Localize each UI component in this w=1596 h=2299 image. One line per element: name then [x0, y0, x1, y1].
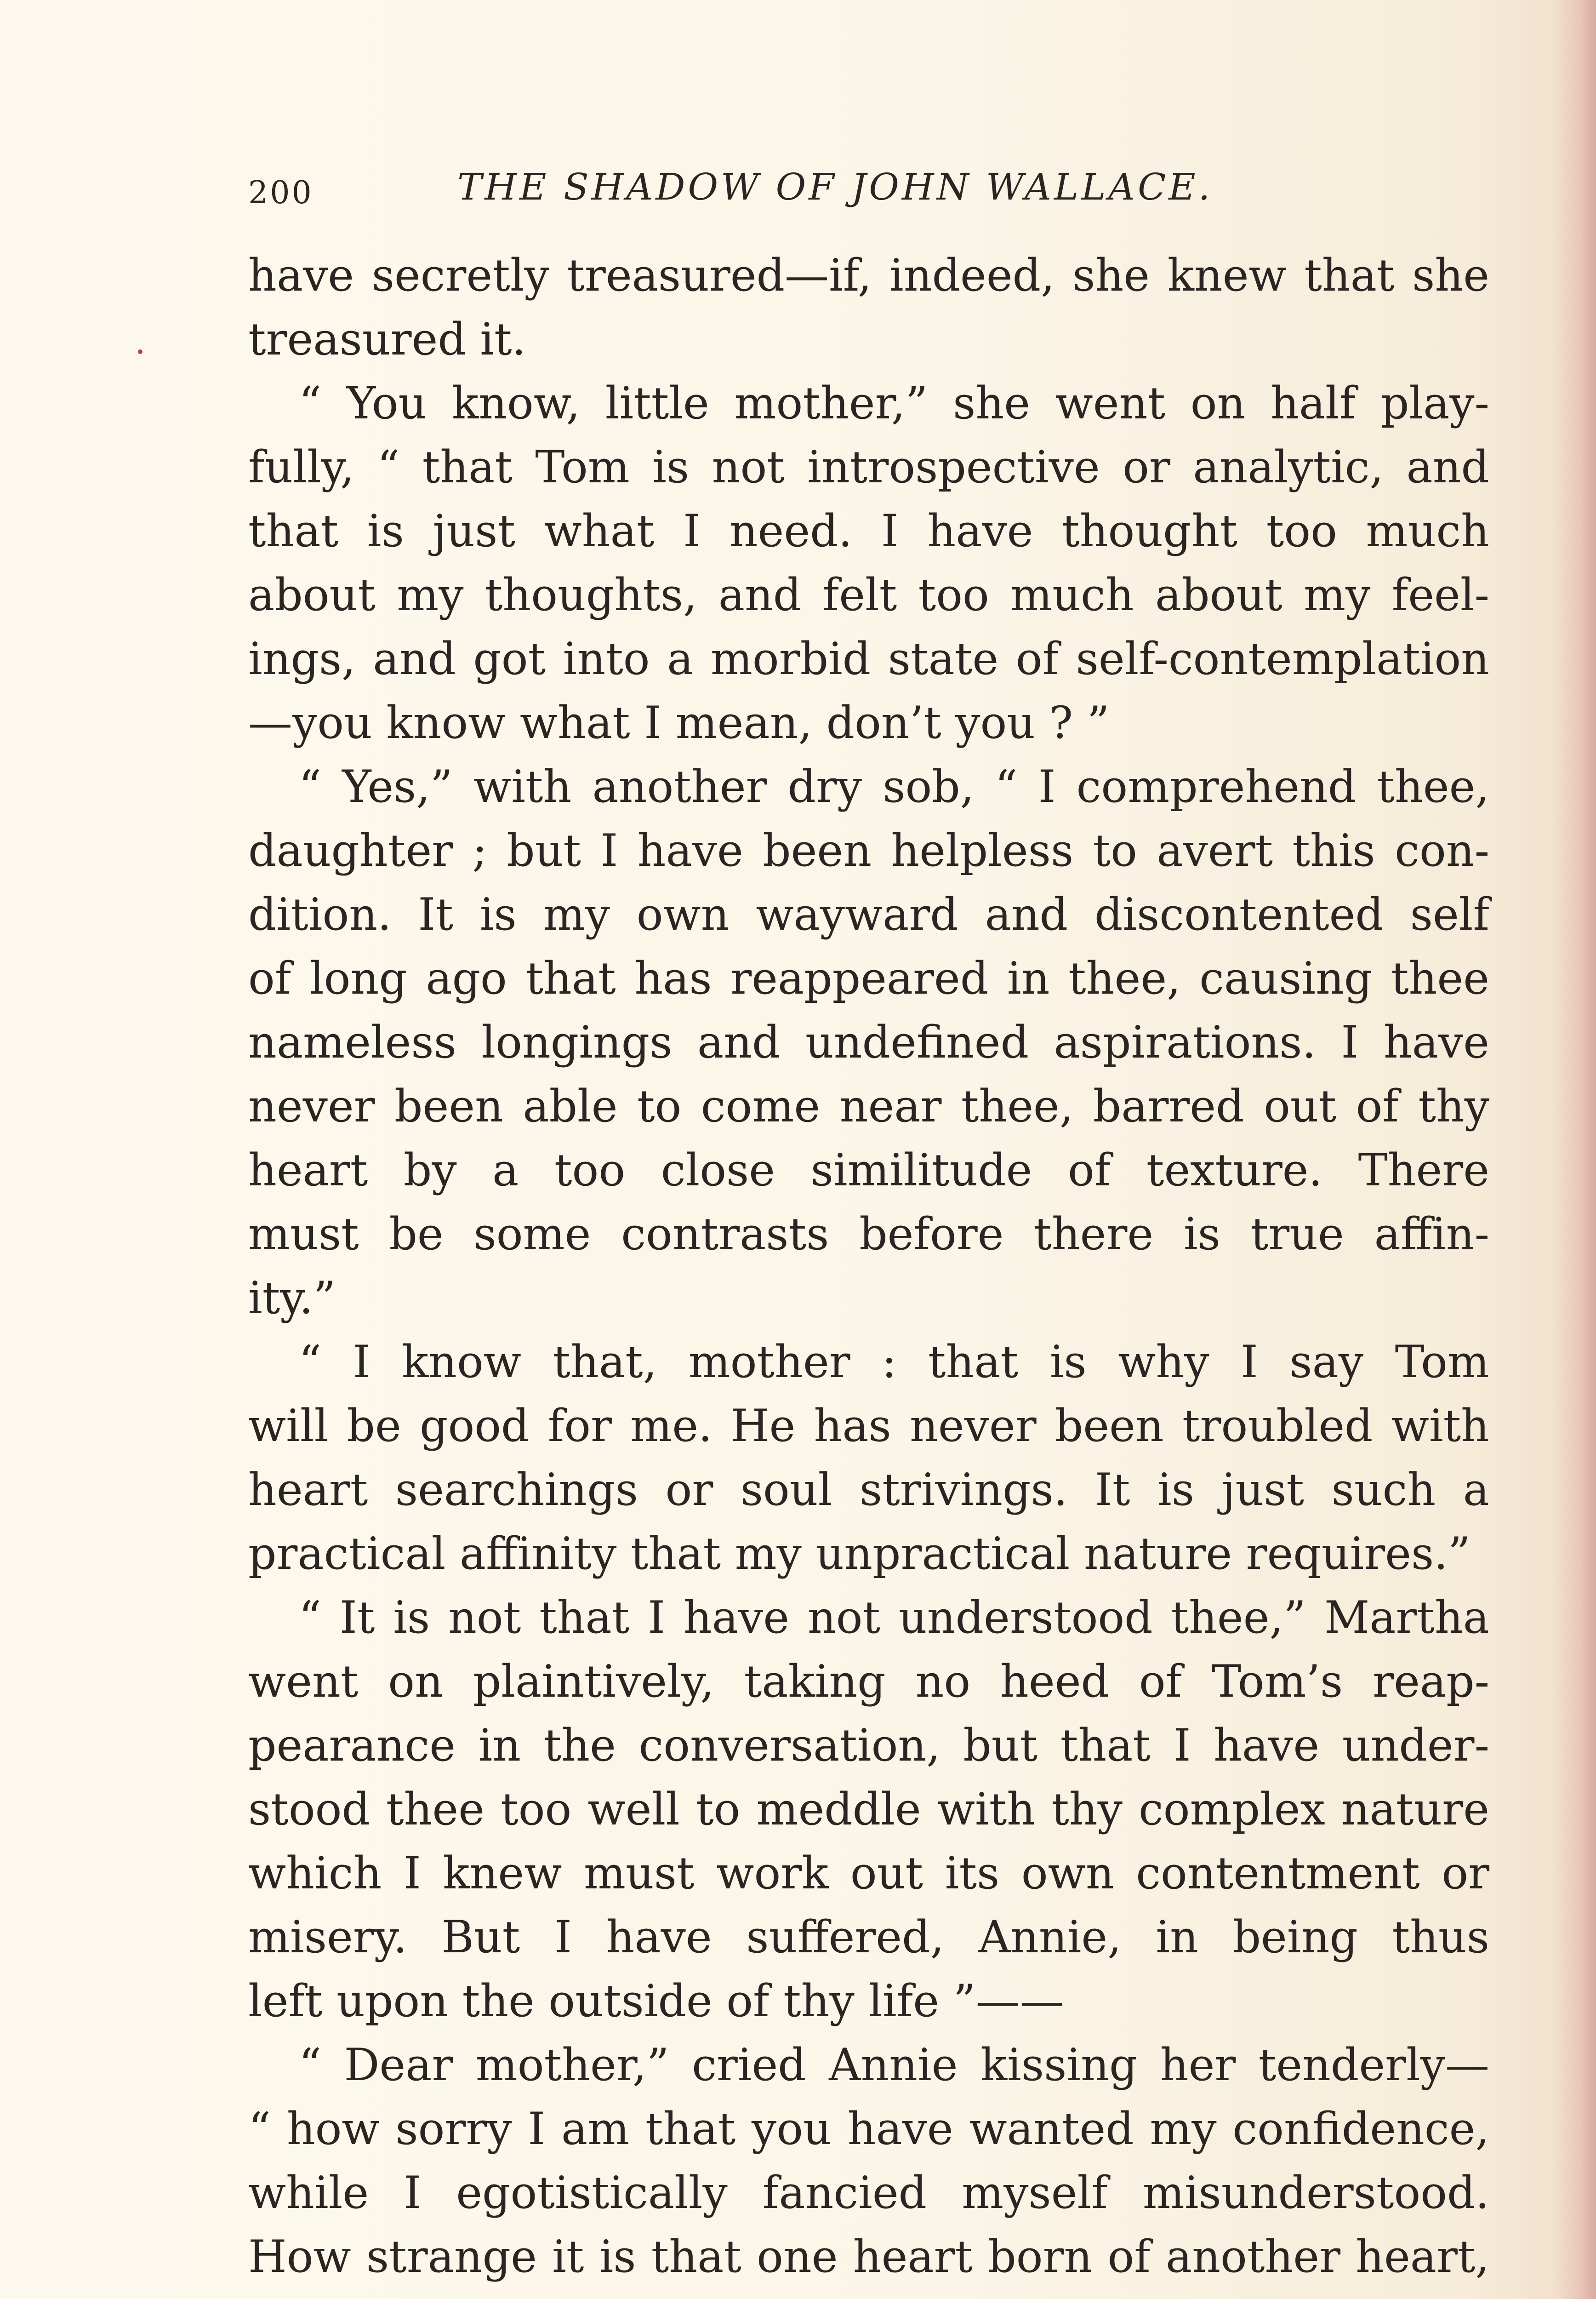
page-header: [248, 161, 1260, 216]
text-line: went on plaintively, taking no heed of Tom’s reap-: [248, 1656, 1489, 1707]
text-line: never been able to come near thee, barred out of thy: [248, 1081, 1489, 1132]
text-line: treasured it.: [248, 314, 526, 365]
text-line: “ Dear mother,” cried Annie kissing her tenderly—: [299, 2039, 1489, 2091]
text-line: about my thoughts, and felt too much about my feel-: [248, 569, 1489, 621]
page-number: 200: [248, 175, 314, 211]
text-line: “ how sorry I am that you have wanted my confidence,: [248, 2103, 1489, 2155]
text-line: practical affinity that my unpractical nature requires.”: [248, 1528, 1471, 1579]
text-line: have secretly treasured—if, indeed, she knew that she: [248, 250, 1489, 301]
text-line: “ It is not that I have not understood thee,” Martha: [299, 1592, 1489, 1643]
text-line: of long ago that has reappeared in thee, causing thee: [248, 953, 1489, 1004]
text-line: must be some contrasts before there is true affin-: [248, 1208, 1489, 1260]
text-line: while I egotistically fancied myself misunderstood.: [248, 2167, 1489, 2219]
text-line: “ I know that, mother : that is why I say Tom: [299, 1336, 1489, 1388]
stray-ink-mark: [138, 349, 142, 354]
text-line: How strange it is that one heart born of another heart,: [248, 2231, 1489, 2282]
text-line: misery. But I have suffered, Annie, in being thus: [248, 1911, 1489, 1963]
text-line: heart by a too close similitude of texture. There: [248, 1144, 1489, 1196]
text-line: fully, “ that Tom is not introspective or analytic, and: [248, 441, 1489, 493]
body-text: [248, 244, 1489, 2289]
text-line: pearance in the conversation, but that I have under-: [248, 1720, 1489, 1771]
text-line: “ Yes,” with another dry sob, “ I comprehend thee,: [299, 761, 1489, 812]
text-line: which I knew must work out its own contentment or: [248, 1847, 1489, 1899]
running-head-title: THE SHADOW OF JOHN WALLACE.: [457, 166, 1213, 208]
text-line: will be good for me. He has never been troubled with: [248, 1400, 1489, 1452]
text-line: left upon the outside of thy life ”——: [248, 1975, 1064, 2027]
text-line: ity.”: [248, 1272, 336, 1324]
text-line: daughter ; but I have been helpless to avert this con-: [248, 825, 1489, 876]
text-line: stood thee too well to meddle with thy complex nature: [248, 1784, 1489, 1835]
text-line: that is just what I need. I have thought too much: [248, 505, 1489, 557]
text-line: “ You know, little mother,” she went on half play-: [299, 377, 1489, 429]
text-line: dition. It is my own wayward and discontented self: [248, 889, 1489, 940]
text-line: heart searchings or soul strivings. It is just such a: [248, 1464, 1489, 1516]
page-edge-shadow: [1555, 0, 1596, 2299]
text-line: —you know what I mean, don’t you ? ”: [248, 697, 1110, 749]
text-line: ings, and got into a morbid state of self-contemplation: [248, 633, 1489, 685]
text-line: nameless longings and undefined aspirations. I have: [248, 1017, 1489, 1068]
